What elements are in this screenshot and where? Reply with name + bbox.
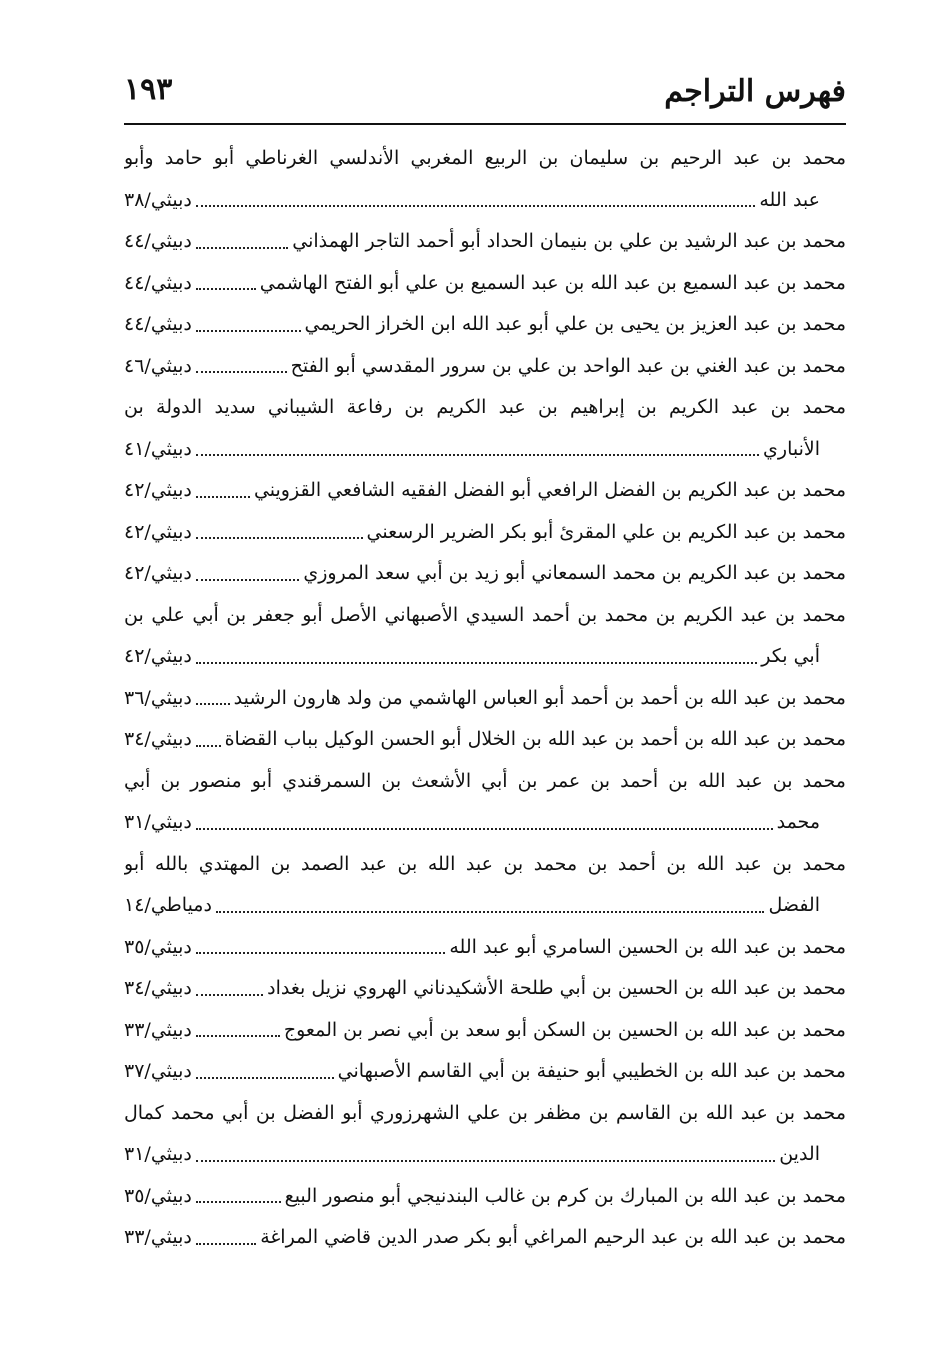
index-entry (124, 1093, 846, 1176)
entry-text: الأنباري (763, 437, 820, 460)
entry-last-line (124, 180, 846, 222)
page-header (124, 66, 846, 122)
source-reference: دبيثي/٤٢ (124, 520, 192, 543)
entry-text: محمد بن عبد السميع بن عبد الله بن عبد السميع بن علي أبو الفتح الهاشمي (259, 271, 846, 294)
entry-text: الدين (779, 1143, 820, 1165)
entry-text: محمد بن عبد الكريم بن علي المقرئ أبو بكر الضرير الرسعني (366, 520, 846, 543)
entry-line (124, 595, 846, 637)
source-reference: دبيثي/٣٧ (124, 1060, 192, 1082)
entry-last-line (124, 719, 846, 761)
entry-text: محمد بن عبد العزيز بن يحيى بن علي أبو عبد الله ابن الخراز الحريمي (304, 313, 846, 335)
source-reference: دبيثي/٤٢ (124, 479, 192, 501)
index-entry (124, 304, 846, 346)
entry-text: محمد بن عبد الله بن عبد الرحيم المراغي أبو بكر صدر الدين قاضي المراغة (260, 1226, 846, 1248)
index-entry (124, 512, 846, 554)
source-reference: دبيثي/٤٦ (124, 354, 192, 377)
entry-line (124, 387, 846, 429)
index-entry (124, 138, 846, 221)
source-reference: دبيثي/٣٤ (124, 728, 192, 750)
entry-last-line (124, 802, 846, 844)
dot-leader (196, 537, 363, 539)
entry-last-line (124, 346, 846, 388)
entry-text: محمد بن عبد الكريم بن الفضل الرافعي أبو الفضل الفقيه الشافعي القزويني (253, 479, 846, 501)
source-reference: دبيثي/٤٤ (124, 313, 192, 335)
source-reference: دبيثي/٣١ (124, 1143, 192, 1165)
dot-leader (196, 745, 221, 747)
page-title: فهرس التراجم (664, 74, 846, 109)
page-number: ١٩٣ (124, 72, 173, 107)
header-rule (124, 123, 846, 125)
index-entries-list (124, 138, 846, 1259)
entry-last-line (124, 1010, 846, 1052)
entry-text: أبي بكر (761, 645, 820, 667)
dot-leader (196, 1160, 775, 1162)
dot-leader (196, 579, 299, 581)
dot-leader (196, 662, 757, 664)
source-reference: دبيثي/٣٦ (124, 686, 192, 709)
entry-last-line (124, 636, 846, 678)
source-reference: دبيثي/٤٤ (124, 230, 192, 252)
entry-line (124, 1093, 846, 1135)
entry-last-line (124, 553, 846, 595)
entry-last-line (124, 304, 846, 346)
source-reference: دبيثي/٣٨ (124, 188, 192, 211)
entry-last-line (124, 512, 846, 554)
index-entry (124, 844, 846, 927)
dot-leader (196, 496, 250, 498)
entry-last-line (124, 968, 846, 1010)
entry-last-line (124, 263, 846, 305)
entry-text: محمد بن عبد الله بن أحمد بن محمد بن عبد الله بن عبد الصمد بن المهتدي بالله أبو (124, 852, 846, 875)
dot-leader (196, 205, 755, 207)
entry-line (124, 844, 846, 886)
entry-text: محمد بن عبد الرحيم بن سليمان بن الربيع المغربي الأندلسي الغرناطي أبو حامد وأبو (124, 147, 846, 169)
index-entry (124, 1051, 846, 1093)
entry-text: محمد بن عبد الله بن الخطيبي أبو حنيفة بن أبي القاسم الأصبهاني (337, 1060, 846, 1082)
index-entry (124, 719, 846, 761)
entry-last-line (124, 1176, 846, 1218)
dot-leader (196, 1201, 281, 1203)
entry-text: محمد بن عبد الكريم بن إبراهيم بن عبد الكريم بن رفاعة الشيباني سديد الدولة بن (124, 396, 846, 418)
index-entry (124, 595, 846, 678)
entry-line (124, 138, 846, 180)
index-entry (124, 1217, 846, 1259)
index-entry (124, 761, 846, 844)
entry-last-line (124, 927, 846, 969)
source-reference: دبيثي/٣٣ (124, 1226, 192, 1248)
source-reference: دمياطي/١٤ (124, 894, 212, 916)
source-reference: دبيثي/٣٥ (124, 935, 192, 958)
source-reference: دبيثي/٤٢ (124, 645, 192, 667)
entry-last-line (124, 678, 846, 720)
dot-leader (196, 952, 445, 954)
index-entry (124, 346, 846, 388)
index-entry (124, 678, 846, 720)
entry-text: محمد بن عبد الله بن المبارك بن كرم بن غالب البندنيجي أبو منصور البيع (284, 1184, 846, 1207)
dot-leader (196, 1035, 280, 1037)
entry-text: محمد بن عبد الغني بن عبد الواحد بن علي بن سرور المقدسي أبو الفتح (290, 354, 846, 377)
entry-last-line (124, 429, 846, 471)
entry-text: محمد بن عبد الكريم بن محمد بن أحمد السيدي الأصبهاني الأصل أبو جعفر بن أبي علي بن (124, 603, 846, 626)
entry-last-line (124, 1051, 846, 1093)
entry-line (124, 761, 846, 803)
entry-last-line (124, 1217, 846, 1259)
source-reference: دبيثي/٣١ (124, 811, 192, 833)
entry-text: عبد الله (759, 188, 820, 211)
dot-leader (196, 994, 263, 996)
source-reference: دبيثي/٤٤ (124, 271, 192, 294)
entry-text: محمد بن عبد الله بن أحمد بن أحمد أبو العباس الهاشمي من ولد هارون الرشيد (233, 686, 846, 709)
index-entry (124, 1010, 846, 1052)
index-entry (124, 221, 846, 263)
entry-text: محمد (776, 811, 820, 833)
source-reference: دبيثي/٣٣ (124, 1018, 192, 1041)
dot-leader (196, 828, 773, 830)
entry-text: محمد بن عبد الله بن الحسين بن أبي طلحة الأشكيدناني الهروي نزيل بغداد (267, 977, 846, 999)
source-reference: دبيثي/٤٢ (124, 562, 192, 584)
dot-leader (196, 371, 287, 373)
entry-last-line (124, 1134, 846, 1176)
source-reference: دبيثي/٤١ (124, 437, 192, 460)
dot-leader (196, 454, 759, 456)
entry-text: محمد بن عبد الله بن أحمد بن عمر بن أبي الأشعث بن السمرقندي أبو منصور بن أبي (124, 769, 846, 792)
index-entry (124, 1176, 846, 1218)
index-entry (124, 553, 846, 595)
entry-last-line (124, 221, 846, 263)
entry-last-line (124, 470, 846, 512)
index-entry (124, 927, 846, 969)
entry-text: محمد بن عبد الله بن أحمد بن عبد الله بن الخلال أبو الحسن الوكيل بباب القضاة (224, 728, 846, 750)
dot-leader (196, 247, 288, 249)
dot-leader (196, 288, 256, 290)
entry-text: محمد بن عبد الله بن القاسم بن مظفر بن علي الشهرزوري أبو الفضل بن أبي محمد كمال (124, 1101, 846, 1124)
index-entry (124, 470, 846, 512)
index-entry (124, 968, 846, 1010)
dot-leader (196, 703, 230, 705)
dot-leader (196, 1243, 256, 1245)
index-entry (124, 387, 846, 470)
source-reference: دبيثي/٣٤ (124, 977, 192, 999)
index-entry (124, 263, 846, 305)
entry-text: محمد بن عبد الكريم بن محمد السمعاني أبو زيد بن أبي سعد المروزي (303, 562, 846, 584)
source-reference: دبيثي/٣٥ (124, 1184, 192, 1207)
entry-text: محمد بن عبد الرشيد بن علي بن بنيمان الحداد أبو أحمد التاجر الهمذاني (292, 230, 846, 252)
entry-text: الفضل (768, 894, 820, 916)
entry-text: محمد بن عبد الله بن الحسين بن السكن أبو سعد بن أبي نصر بن المعوج (283, 1018, 846, 1041)
dot-leader (216, 911, 765, 913)
entry-text: محمد بن عبد الله بن الحسين السامري أبو عبد الله (449, 935, 846, 958)
dot-leader (196, 330, 301, 332)
dot-leader (196, 1077, 334, 1079)
entry-last-line (124, 885, 846, 927)
